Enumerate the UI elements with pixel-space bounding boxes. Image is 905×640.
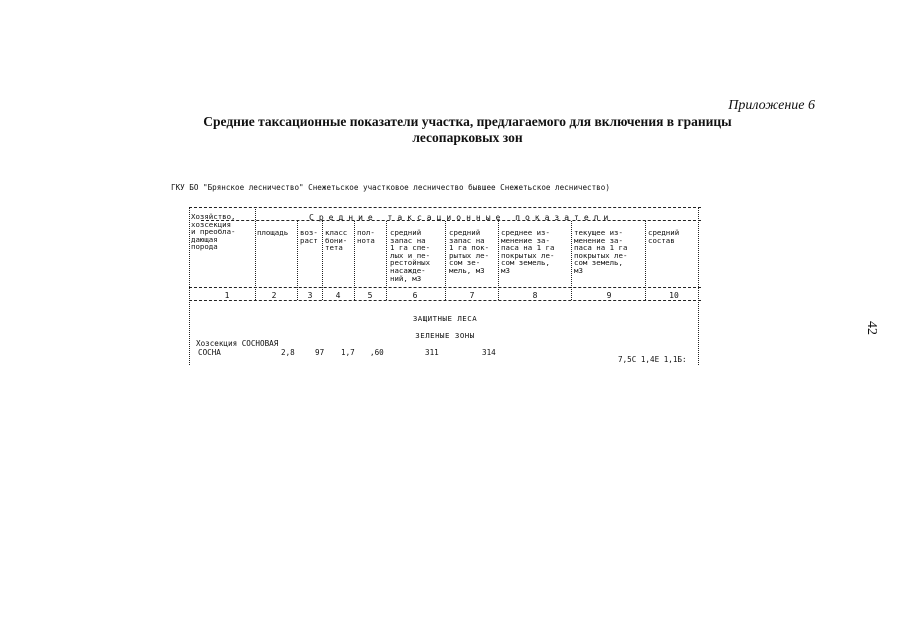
col-number-5: 5 bbox=[367, 291, 373, 300]
col-number-4: 4 bbox=[335, 291, 341, 300]
hozsection-label: Хозсекция СОСНОВАЯ bbox=[196, 339, 279, 348]
header-col-10: средний состав bbox=[648, 228, 680, 245]
page-number: 42 bbox=[864, 321, 879, 335]
appendix-label: Приложение 6 bbox=[728, 98, 815, 113]
subsection-title: ЗЕЛЕНЫЕ ЗОНЫ bbox=[415, 331, 475, 340]
header-col-5: пол- нота bbox=[357, 228, 375, 245]
row-area: 2,8 bbox=[281, 348, 295, 357]
header-col-6: средний запас на 1 га спе- лых и пе- рестойных насажде- ний, м3 bbox=[390, 228, 431, 283]
header-col-8: среднее из- менение за- паса на 1 га покрытых ле- сом земель, м3 bbox=[501, 228, 555, 275]
column-number-rule bbox=[189, 300, 701, 301]
row-species: СОСНА bbox=[198, 348, 221, 357]
col-number-3: 3 bbox=[307, 291, 313, 300]
col-number-6: 6 bbox=[412, 291, 418, 300]
header-col-9: текущее из- менение за- паса на 1 га покрытых ле- сом земель, м3 bbox=[574, 228, 628, 275]
table-top-rule bbox=[189, 207, 701, 208]
col-number-2: 2 bbox=[271, 291, 277, 300]
row-stock-mature: 311 bbox=[425, 348, 439, 357]
organization-line: ГКУ БО "Брянское лесничество" Снежетьское участковое лесничество бывшее Снежетьское лесничество) bbox=[171, 183, 610, 192]
taxation-table bbox=[189, 207, 701, 365]
col-number-8: 8 bbox=[532, 291, 538, 300]
row-age: 97 bbox=[315, 348, 325, 357]
col-number-10: 10 bbox=[669, 291, 679, 300]
row-stock-covered: 314 bbox=[482, 348, 496, 357]
section-title: ЗАЩИТНЫЕ ЛЕСА bbox=[412, 314, 478, 323]
header-col-4: класс бони- тета bbox=[325, 228, 348, 253]
document-title: Средние таксационные показатели участка, предлагаемого для включения в границы лесопарковых зон bbox=[203, 114, 732, 145]
header-col-2: площадь bbox=[257, 228, 289, 237]
header-col-7: средний запас на 1 га пок- рытых ле- сом зе- мель, м3 bbox=[449, 228, 490, 275]
col-number-7: 7 bbox=[469, 291, 475, 300]
row-density: ,60 bbox=[370, 348, 384, 357]
row-bonitet: 1,7 bbox=[341, 348, 355, 357]
group-header: Средние таксационные показатели bbox=[309, 213, 614, 222]
header-col-1: Хозяйство, хозсекция и преобла- дающая порода bbox=[191, 212, 236, 252]
col-number-9: 9 bbox=[606, 291, 612, 300]
col-number-1: 1 bbox=[224, 291, 230, 300]
row-composition: 7,5С 1,4Е 1,1Б: bbox=[618, 355, 687, 364]
header-col-3: воз- раст bbox=[300, 228, 318, 245]
